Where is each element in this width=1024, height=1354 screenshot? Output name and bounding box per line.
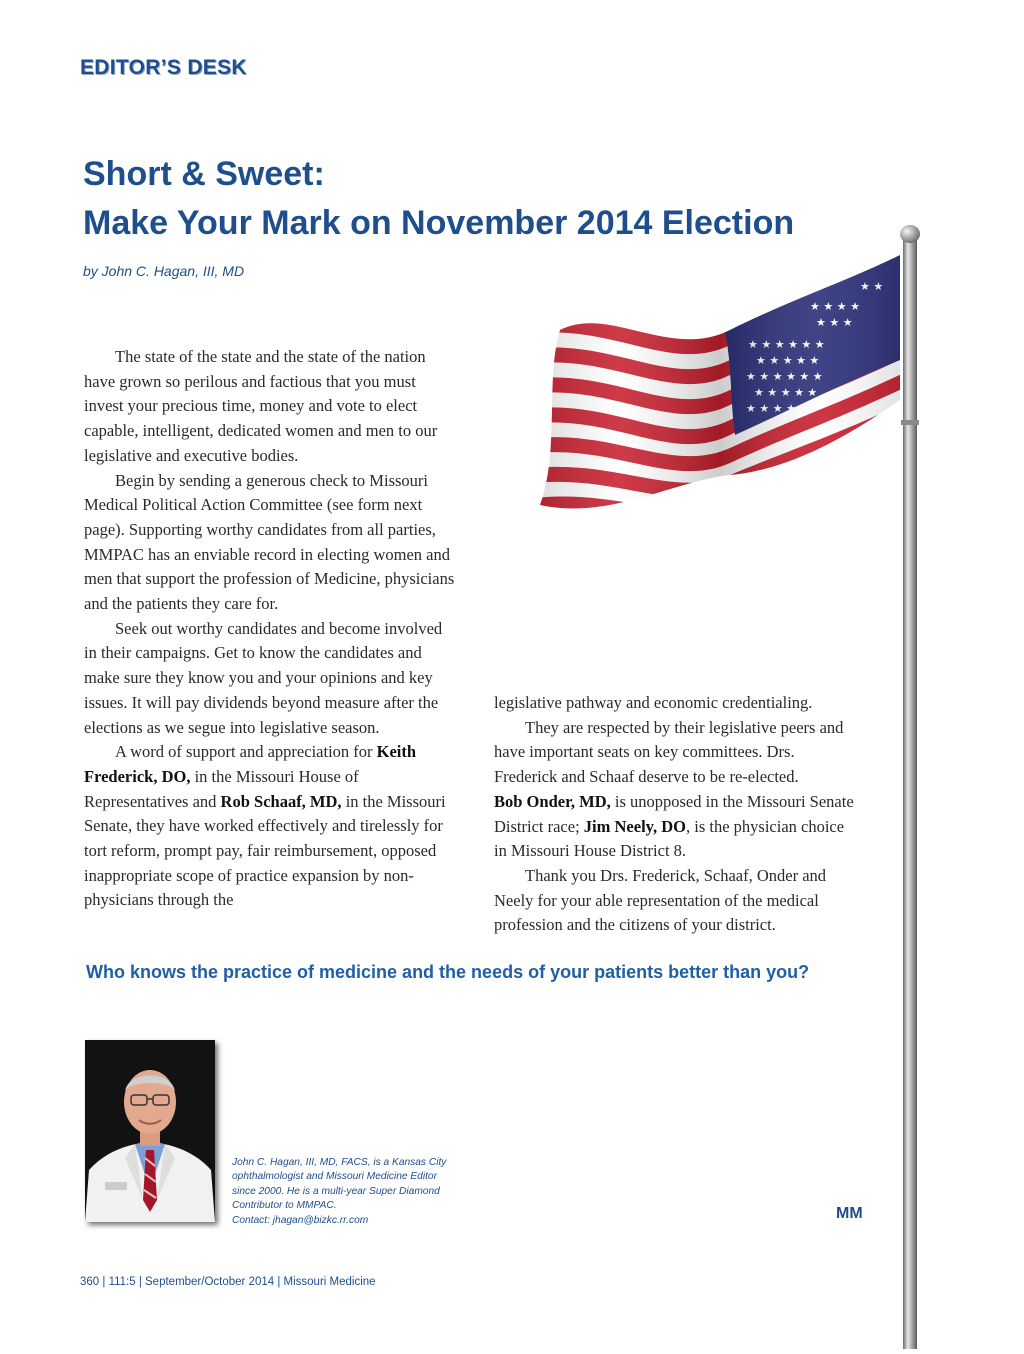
caption-line: since 2000. He is a multi-year Super Diamond: [232, 1185, 440, 1197]
title-line-1: Short & Sweet:: [83, 155, 325, 193]
paragraph: The state of the state and the state of the nation have grown so perilous and factious that you must invest your precious time, money and vote to elect capable, intelligent, dedicated women and men to our legislative and executive bodies.: [84, 347, 438, 465]
paragraph: Thank you Drs. Frederick, Schaaf, Onder and Neely for your able representation of the medical profession and the citizens of your district.: [494, 865, 827, 935]
caption-line: John C. Hagan, III, MD, FACS, is a Kansas City: [232, 1157, 447, 1168]
paragraph: A word of support and appreciation for Keith Frederick, DO, in the Missouri House of Representatives and Rob Schaaf, MD, in the Missouri Senate, they have worked effectively and tirelessly for tort reform, prompt pay, fair reimbursement, opposed inappropriate scope of practice expansion by non-physicians through the: [84, 742, 446, 910]
article-column-left: [84, 345, 456, 913]
caption-line: Contributor to MMPAC.: [232, 1200, 337, 1212]
paragraph-continuation: legislative pathway and economic credentialing.: [494, 693, 813, 712]
byline: by John C. Hagan, III, MD: [83, 263, 245, 279]
author-caption: [232, 1156, 472, 1228]
flagpole: [903, 234, 917, 1349]
end-mark: MM: [836, 1205, 863, 1222]
legislator-name: Keith Frederick, DO,: [84, 742, 417, 786]
caption-line: ophthalmologist and Missouri Medicine Editor: [232, 1171, 437, 1183]
page-footer: 360 | 111:5 | September/October 2014 | Missouri Medicine: [80, 1276, 376, 1288]
legislator-name: Rob Schaaf, MD,: [220, 791, 342, 811]
paragraph: Begin by sending a generous check to Missouri Medical Political Action Committee (see form next page). Supporting worthy candidates from all parties, MMPAC has an enviable record in electing women and men that support the profession of Medicine, physicians and the patients they care for.: [84, 470, 455, 614]
flagpole-finial: [900, 225, 920, 243]
legislator-name: Jim Neely, DO: [583, 816, 686, 836]
paragraph: Seek out worthy candidates and become involved in their campaigns. Get to know the candidates and make sure they know you and your opinions and key issues. It will pay dividends beyond measure after the elections as we segue into legislative season.: [84, 618, 443, 737]
paragraph: Bob Onder, MD, is unopposed in the Missouri Senate District race; Jim Neely, DO, is the physician choice in Missouri House District 8.: [494, 791, 854, 861]
article-column-right: [494, 691, 854, 938]
section-label: EDITOR’S DESK: [80, 56, 247, 79]
flag-cloth: [520, 220, 920, 540]
title-line-2: Make Your Mark on November 2014 Election: [83, 204, 795, 242]
author-photo: [85, 1040, 215, 1222]
pull-quote: Who knows the practice of medicine and the needs of your patients better than you?: [86, 962, 810, 982]
paragraph: They are respected by their legislative peers and have important seats on key committees. Drs. Frederick and Schaaf deserve to be re-elected.: [494, 717, 844, 787]
legislator-name: Bob Onder, MD,: [494, 791, 611, 811]
caption-contact: Contact: jhagan@bizkc.rr.com: [232, 1214, 369, 1226]
